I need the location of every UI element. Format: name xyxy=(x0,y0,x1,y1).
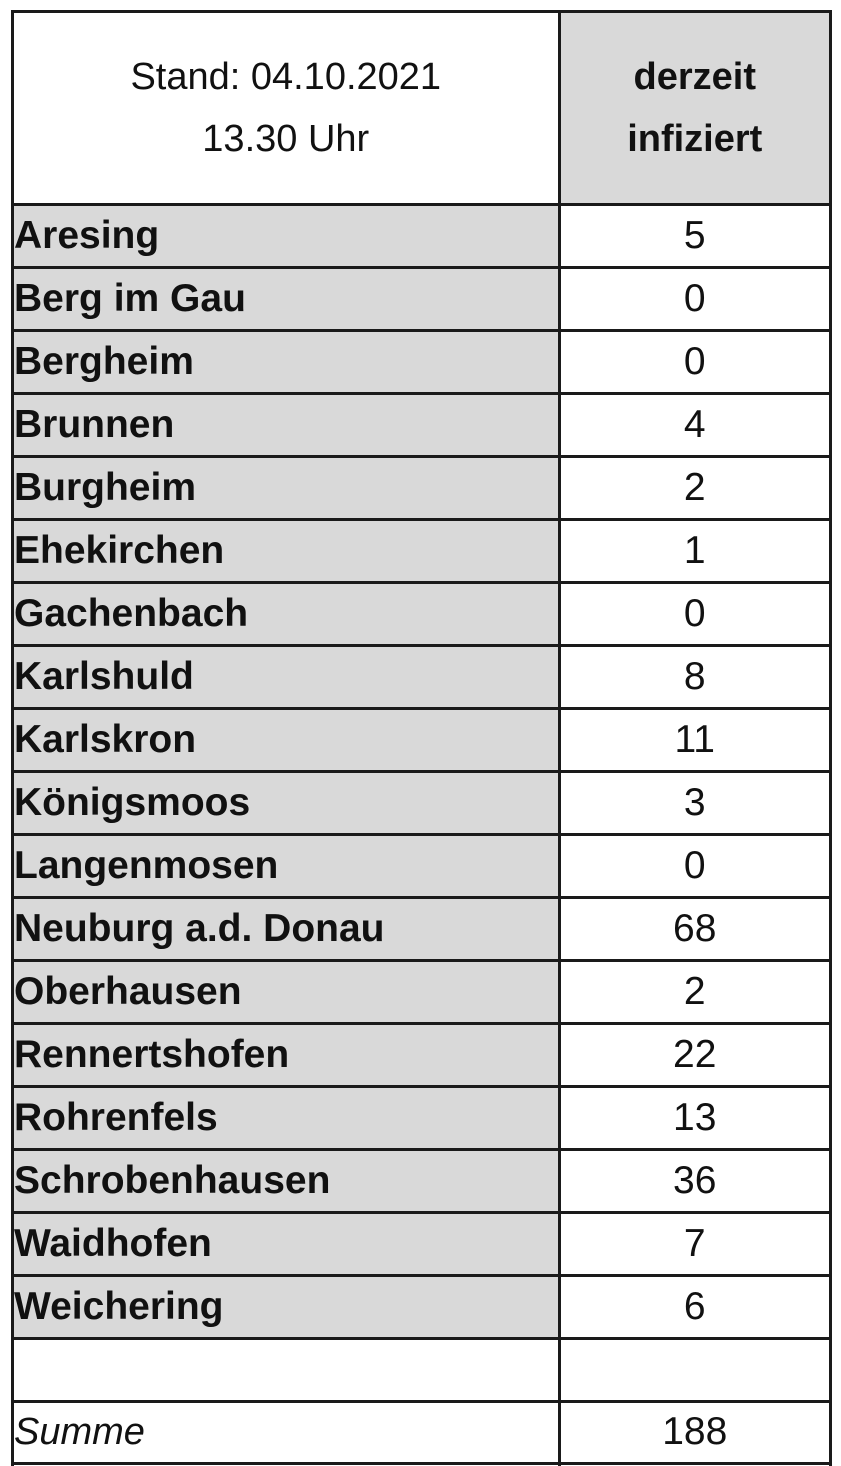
table-row xyxy=(14,582,829,645)
infected-count: 8 xyxy=(559,645,829,708)
municipality-name: Königsmoos xyxy=(14,771,559,834)
infected-count: 4 xyxy=(559,393,829,456)
municipality-name: Oberhausen xyxy=(14,960,559,1023)
infected-count: 3 xyxy=(559,771,829,834)
table-row xyxy=(14,204,829,267)
table-row xyxy=(14,771,829,834)
summary-label: Summe xyxy=(14,1401,559,1463)
table-row xyxy=(14,393,829,456)
infected-count: 2 xyxy=(559,960,829,1023)
municipality-name: Berg im Gau xyxy=(14,267,559,330)
summary-row xyxy=(14,1401,829,1463)
municipality-name: Langenmosen xyxy=(14,834,559,897)
infected-count: 22 xyxy=(559,1023,829,1086)
infected-count: 11 xyxy=(559,708,829,771)
municipality-name: Waidhofen xyxy=(14,1212,559,1275)
infection-table xyxy=(14,13,829,1466)
table-row xyxy=(14,519,829,582)
municipality-name: Bergheim xyxy=(14,330,559,393)
municipality-name: Weichering xyxy=(14,1275,559,1338)
table-row xyxy=(14,1212,829,1275)
infected-count: 7 xyxy=(559,1212,829,1275)
infected-count: 0 xyxy=(559,834,829,897)
municipality-name: Schrobenhausen xyxy=(14,1149,559,1212)
table-row xyxy=(14,645,829,708)
table-row xyxy=(14,267,829,330)
municipality-name: Rohrenfels xyxy=(14,1086,559,1149)
infected-count: 6 xyxy=(559,1275,829,1338)
municipality-name: Rennertshofen xyxy=(14,1023,559,1086)
infected-count: 36 xyxy=(559,1149,829,1212)
infection-table-sheet xyxy=(11,10,832,1466)
municipality-name: Gachenbach xyxy=(14,582,559,645)
table-row xyxy=(14,834,829,897)
column-header-infected xyxy=(559,13,829,204)
stand-date: Stand: 04.10.2021 xyxy=(130,55,442,98)
municipality-name: Ehekirchen xyxy=(14,519,559,582)
table-row xyxy=(14,456,829,519)
column-header-line2: infiziert xyxy=(627,117,763,160)
empty-cell xyxy=(14,1338,559,1401)
table-row xyxy=(14,1275,829,1338)
municipality-name: Brunnen xyxy=(14,393,559,456)
table-row xyxy=(14,960,829,1023)
municipality-name: Neuburg a.d. Donau xyxy=(14,897,559,960)
municipality-name: Karlskron xyxy=(14,708,559,771)
infected-count: 0 xyxy=(559,582,829,645)
empty-cell xyxy=(559,1338,829,1401)
empty-row xyxy=(14,1338,829,1401)
table-row xyxy=(14,330,829,393)
summary-value: 188 xyxy=(559,1401,829,1463)
infected-count: 2 xyxy=(559,456,829,519)
municipality-name: Karlshuld xyxy=(14,645,559,708)
infected-count: 68 xyxy=(559,897,829,960)
table-row xyxy=(14,708,829,771)
infected-count: 0 xyxy=(559,267,829,330)
stand-time: 13.30 Uhr xyxy=(202,117,370,160)
municipality-name: Aresing xyxy=(14,204,559,267)
header-row xyxy=(14,13,829,204)
infected-count: 1 xyxy=(559,519,829,582)
table-row xyxy=(14,897,829,960)
column-header-line1: derzeit xyxy=(633,55,756,98)
municipality-name: Burgheim xyxy=(14,456,559,519)
table-row xyxy=(14,1149,829,1212)
table-body xyxy=(14,13,829,1466)
table-row xyxy=(14,1086,829,1149)
infected-count: 13 xyxy=(559,1086,829,1149)
infected-count: 0 xyxy=(559,330,829,393)
infected-count: 5 xyxy=(559,204,829,267)
stand-cell xyxy=(14,13,559,204)
table-row xyxy=(14,1023,829,1086)
